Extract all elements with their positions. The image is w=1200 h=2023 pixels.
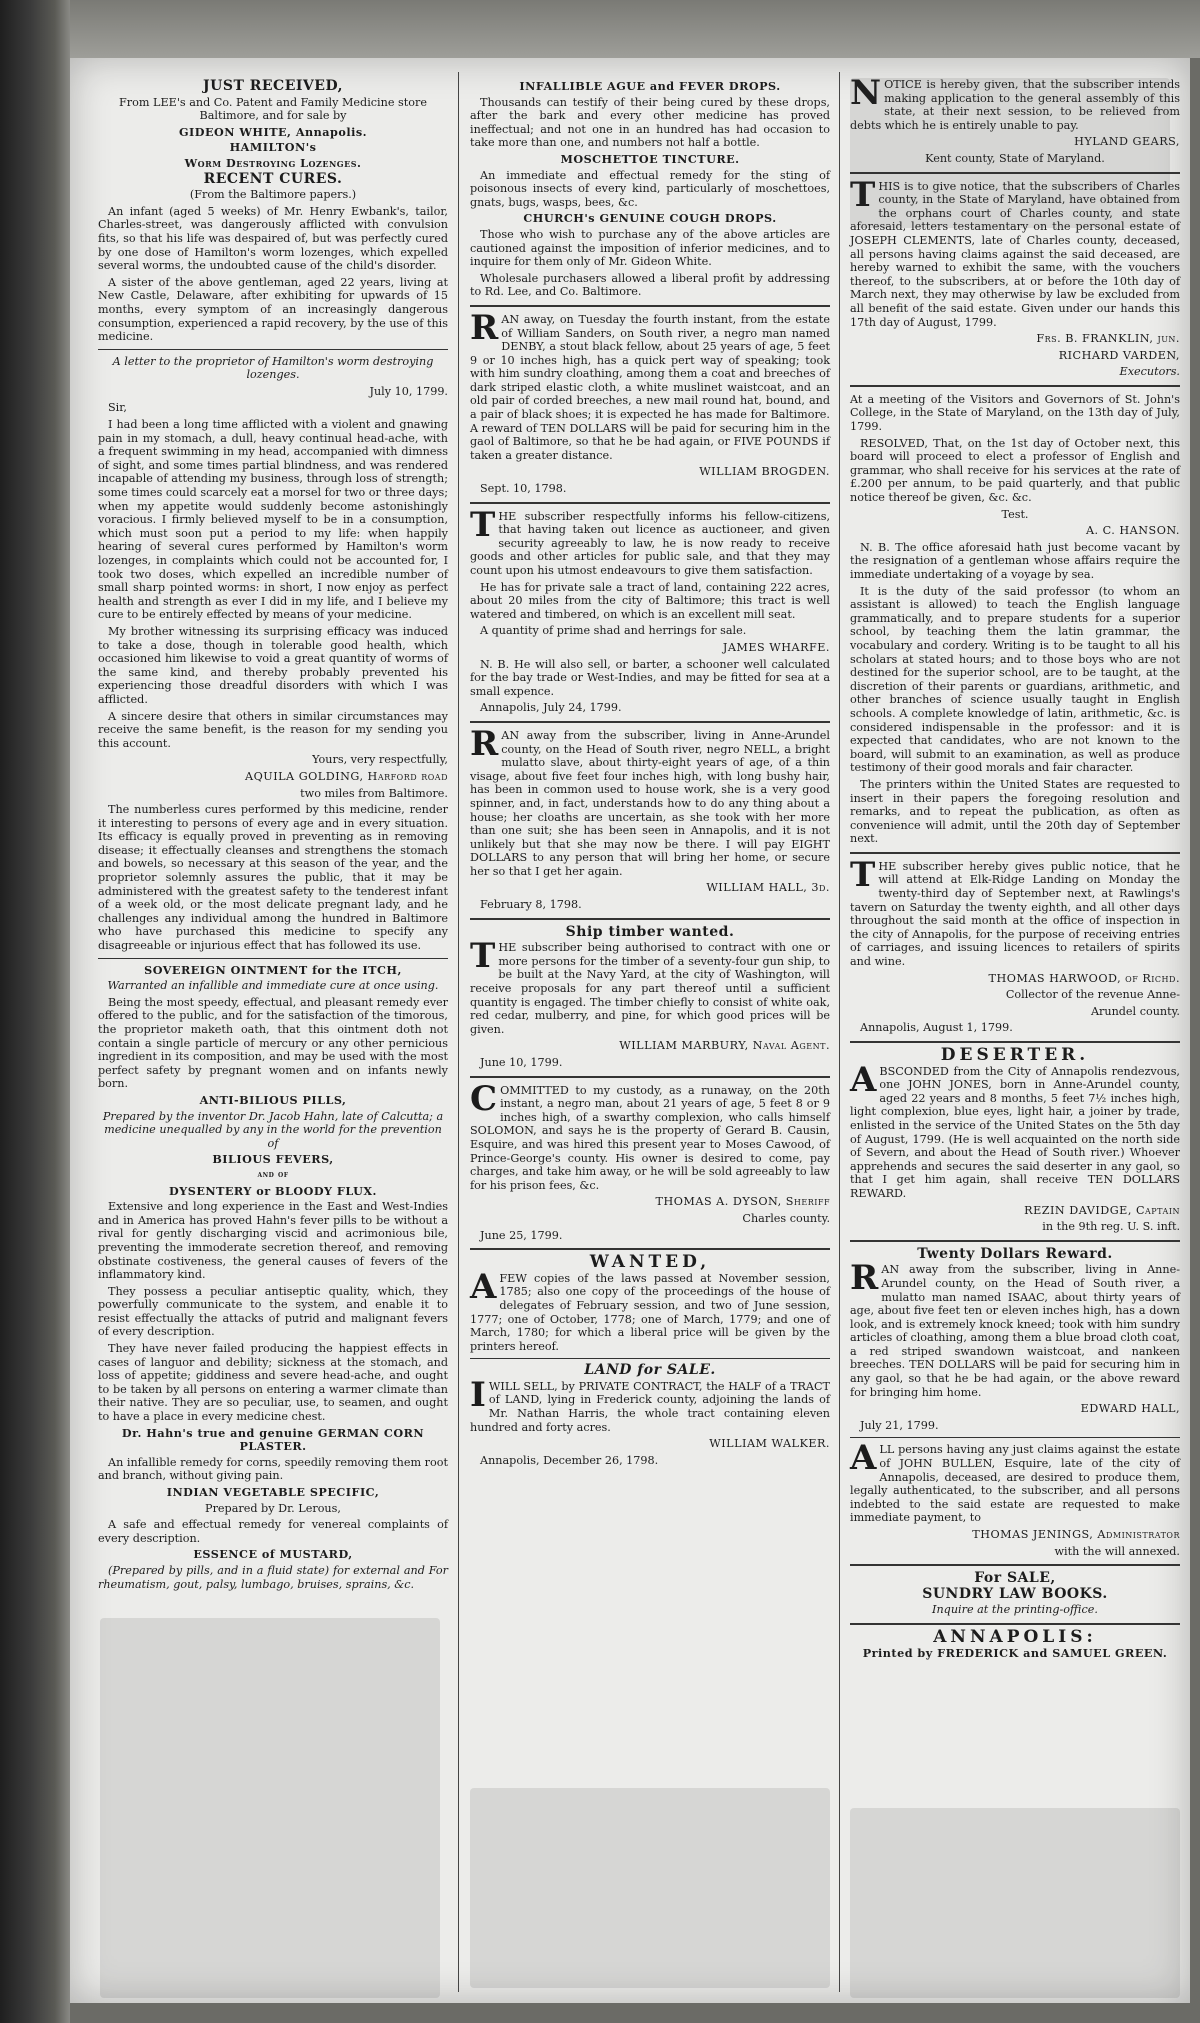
- column-1: [98, 78, 448, 1594]
- nell-signer: WILLIAM HALL, 3d.: [706, 881, 830, 895]
- timber-heading: Ship timber wanted.: [565, 923, 735, 940]
- antibilious-p2: They possess a peculiar antiseptic quality, which, they powerfully communicate to the system, and enable it to resist effectually the attacks of putrid and malignant fevers of every description.: [98, 1284, 448, 1339]
- column-rule-1: [458, 72, 459, 1992]
- divider: [850, 1623, 1180, 1625]
- timber-signer: WILLIAM MARBURY, Naval Agent.: [619, 1039, 830, 1053]
- denby-signer: WILLIAM BROGDEN.: [699, 465, 830, 479]
- mustard-p1: (Prepared by pills, and in a fluid state) for external and For rheumatism, gout, palsy, lumbago, bruises, sprains, &c.: [98, 1563, 448, 1591]
- divider: [470, 918, 830, 920]
- divider: [470, 1076, 830, 1078]
- notice1-signer-note: Kent county, State of Maryland.: [925, 151, 1105, 165]
- cough-p2: Wholesale purchasers allowed a liberal profit by addressing to Rd. Lee, and Co. Baltimore.: [470, 271, 830, 299]
- nell-date: February 8, 1798.: [480, 898, 582, 912]
- divider: [850, 1564, 1180, 1566]
- clements-p1: THIS is to give notice, that the subscribers of Charles county, in the State of Maryland, have obtained from the orphans court of Charles county, and state aforesaid, letters testamentary on the personal estate of JOSEPH CLEMENTS, late of Charles county, deceased, all persons having claims against the said deceased, are hereby warned to exhibit the same, with the vouchers thereof, to the subscribers, at or before the 10th day of March next, they may otherwise by law be excluded from all benefit of the said estate. Given under our hands this 17th day of August, 1799.: [850, 174, 1180, 329]
- divider: [470, 721, 830, 723]
- hamilton-source: (From the Baltimore papers.): [189, 188, 357, 202]
- denby-date: Sept. 10, 1798.: [480, 482, 567, 496]
- harwood-p1: THE subscriber hereby gives public notice, that he will attend at Elk-Ridge Landing on Monday the twenty-third day of September next, at Rawlings's tavern on Saturday the twenty eighth, and all other days throughout the said month at the office of inspection in the city of Annapolis, for the purpose of receiving entries of carriages, and issuing licences to retailers of spirits and wine.: [850, 854, 1180, 969]
- column-rule-2: [839, 72, 840, 1992]
- mustard-heading: ESSENCE of MUSTARD,: [193, 1547, 353, 1562]
- denby-p1: RAN away, on Tuesday the fourth instant, from the estate of William Sanders, on South river, a negro man named DENBY, a stout black fellow, about 25 years of age, 5 feet 9 or 10 inches high, has a quick pert way of speaking; took with him sundry cloathing, among them a coat and breeches of dark striped elastic cloth, a white muslinet waistcoat, and an old pair of corded breeches, a new mail round hat, bound, and a pair of black shoes; it is expected he has made for Baltimore. A reward of TEN DOLLARS will be paid for securing him in the gaol of Baltimore, so that he be had again, or FIVE POUNDS if taken a greater distance.: [470, 307, 830, 462]
- wanted-heading: WANTED,: [589, 1252, 711, 1273]
- solomon-p1: COMMITTED to my custody, as a runaway, on the 20th instant, a negro man, about 21 years of age, 5 feet 8 or 9 inches high, of a swarthy complexion, who calls himself SOLOMON, and says he is the property of Gerard B. Causin, Esquire, and was hired this present year to Moses Cawood, of Prince-George's county. His owner is desired to come, pay charges, and take him away, or he will be sold agreeably to law for his prison fees, &c.: [470, 1078, 830, 1192]
- divider: [98, 349, 448, 350]
- letter-p2: My brother witnessing its surprising efficacy was induced to take a dose, though in tolerable good health, which occasioned him likewise to void a great quantity of worms of the same kind, and thereby probably prevented his experiencing those dreadful disorders with which I was afflicted.: [98, 624, 448, 706]
- indian-p1: A safe and effectual remedy for venereal complaints of every description.: [98, 1518, 448, 1545]
- indian-heading: INDIAN VEGETABLE SPECIFIC,: [166, 1485, 380, 1499]
- scan-smudge: [100, 1618, 440, 1998]
- book-binding: [0, 0, 70, 2023]
- divider: [850, 1437, 1180, 1438]
- isaac-date: July 21, 1799.: [860, 1418, 939, 1432]
- solomon-date: June 25, 1799.: [480, 1228, 563, 1242]
- nell-p1: RAN away from the subscriber, living in Anne-Arundel county, on the Head of South river, negro NELL, a bright mulatto slave, about thirty-eight years of age, of a thin visage, about five feet four inches high, with long bushy hair, has been in common used to house work, she is a very good spinner, and, in fact, understands how to do any thing about a house; her cloaths are uncertain, as she took with her more than one suit; she has been seen in Annapolis, and it is not unlikely but that she may now be there. I will pay EIGHT DOLLARS to any person that will bring her home, or secure her so that I get her again.: [470, 723, 830, 878]
- ague-heading: INFALLIBLE AGUE and FEVER DROPS.: [519, 79, 781, 93]
- hamilton-p1: An infant (aged 5 weeks) of Mr. Henry Ewbank's, tailor, Charles-street, was dangerously afflicted with convulsion fits, so that his life was despaired of, but was perfectly cured by one dose of Hamilton's worm lozenges, which expelled several worms, the undoubted cause of the child's disorder.: [98, 204, 448, 273]
- cough-heading: CHURCH's GENUINE COUGH DROPS.: [523, 211, 777, 226]
- wharfe-signer: JAMES WHARFE.: [722, 640, 830, 654]
- deserter-signer-note: in the 9th reg. U. S. inft.: [1042, 1220, 1180, 1234]
- scan-smudge: [470, 1788, 830, 1988]
- column-3: [850, 73, 1180, 1662]
- wharfe-p3: A quantity of prime shad and herrings for sale.: [480, 624, 747, 638]
- clements-signer2: RICHARD VARDEN,: [1058, 348, 1180, 362]
- moschettoe-p1: An immediate and effectual remedy for the sting of poisonous insects of every kind, particularly of moschettoes, gnats, bugs, wasps, bees, &c.: [470, 168, 830, 209]
- college-p4: It is the duty of the said professor (to whom an assistant is allowed) to teach the English language grammatically, and to prepare students for a superior school, by teaching them the latin grammar, the vocabulary and cordery. Writing is to be taught to all his scholars at stated hours; and to those boys who are not destined for the superior school, are to be taught, at the discretion of their parents or guardians, arithmetic, and other branches of science usually taught in English schools. A complete knowledge of latin, arithmetic, &c. is considered indispensable in the professor: and it is expected that candidates, who are not known to the board, will submit to an examination, as well as produce testimony of their good morals and fair character.: [850, 584, 1180, 775]
- land-heading: LAND for SALE.: [584, 1362, 716, 1379]
- college-p2: RESOLVED, That, on the 1st day of October next, this board will proceed to elect a professor of English and grammar, who shall receive for his services at the rate of £.200 per annum, to be paid quarterly, and that public notice thereof be given, &c. &c.: [850, 436, 1180, 505]
- antibilious-p1: Extensive and long experience in the East and West-Indies and in America has proved Hahn's fever pills to be without a rival for gently discharging viscid and acrimonious bile, preventing the immoderate secretion thereof, and removing obstinate costiveness, the general causes of fevers of the inflammatory kind.: [98, 1200, 448, 1282]
- bullen-p1: ALL persons having any just claims against the estate of JOHN BULLEN, Esquire, late of the city of Annapolis, deceased, are desired to produce them, legally authenticated, to the subscriber, and all persons indebted to the said estate are requested to make immediate payment, to: [850, 1438, 1180, 1525]
- divider: [98, 958, 448, 959]
- scan-smudge: [850, 78, 1170, 228]
- wharfe-p4: N. B. He will also sell, or barter, a schooner well calculated for the bay trade or West-Indies, and may be fitted for sea at a small expence.: [470, 657, 830, 698]
- deserter-signer: REZIN DAVIDGE, Captain: [1024, 1203, 1180, 1217]
- antibilious-sub3: and of: [257, 1169, 289, 1180]
- isaac-p1: RAN away from the subscriber, living in Anne-Arundel county, on the Head of South river, a mulatto man named ISAAC, about thirty years of age, about five feet ten or eleven inches high, has a down look, and is extremely knock kneed; took with him sundry articles of cloathing, among them a blue broad cloth coat, a red striped swandown waistcoat, and nankeen breeches. TEN DOLLARS will be paid for securing him in any gaol, so that he be had again, or the above reward for bringing him home.: [850, 1258, 1180, 1399]
- divider: [470, 305, 830, 307]
- ointment-tagline: Warranted an infallible and immediate cure at once using.: [107, 979, 439, 993]
- ointment-p1: Being the most speedy, effectual, and pleasant remedy ever offered to the public, and for the satisfaction of the timorous, the proprietor maketh oath, that this ointment doth not contain a single particle of mercury or any other pernicious ingredient in its composition, and may be used with the most perfect safety by pregnant women and on infants newly born.: [98, 995, 448, 1091]
- wharfe-p1: THE subscriber respectfully informs his fellow-citizens, that having taken out licence as auctioneer, and given security agreeably to law, he is now ready to receive goods and other articles for public sale, and that they may count upon his utmost endeavours to give them satisfaction.: [470, 504, 830, 577]
- wanted-p1: AFEW copies of the laws passed at November session, 1785; also one copy of the proceedings of the house of delegates of February session, and two of June session, 1777; one of October, 1778; one of March, 1779; and one of March, 1780; for which a liberal price will be given by the printers hereof.: [470, 1266, 830, 1353]
- lawbooks-line2: SUNDRY LAW BOOKS.: [922, 1585, 1108, 1602]
- hamilton-product: Worm Destroying Lozenges.: [184, 155, 362, 170]
- college-test: Test.: [1001, 507, 1029, 521]
- harwood-date: Annapolis, August 1, 1799.: [860, 1021, 1013, 1035]
- college-p3: N. B. The office aforesaid hath just become vacant by the resignation of a gentleman whose affairs require the immediate undertaking of a voyage by sea.: [850, 540, 1180, 581]
- divider: [850, 1041, 1180, 1043]
- antibilious-heading: ANTI-BILIOUS PILLS,: [199, 1092, 347, 1107]
- bullen-signer: THOMAS JENINGS, Administrator: [972, 1528, 1180, 1541]
- bullen-signer-note: with the will annexed.: [1054, 1544, 1180, 1558]
- cough-p1: Those who wish to purchase any of the above articles are cautioned against the imposition of inferior medicines, and to inquire for them only of Mr. Gideon White.: [470, 227, 830, 269]
- hamilton-p2: A sister of the above gentleman, aged 22 years, living at New Castle, Delaware, after exhibiting for upwards of 15 months, every symptom of an increasingly dangerous consumption, experienced a rapid recovery, by the use of this medicine.: [98, 275, 448, 344]
- letter-p4: The numberless cures performed by this medicine, render it interesting to persons of every age and in every situation. Its efficacy is equally proved in preventing as in removing disease; it effectually cleanses and strengthens the stomach and bowels, so necessary at this season of the year, and the proprietor solemnly assures the public, that it may be administered with the greatest safety to the tenderest infant of a week old, or the most delicate pregnant lady, and he challenges any individual among the hundred in Baltimore who have purchased this medicine to specify any disagreeable or injurious effect that has followed its use.: [98, 803, 448, 953]
- college-p5: The printers within the United States are requested to insert in their papers the foregoing resolution and remarks, and to repeat the publication, as often as convenience will admit, until the 20th day of September next.: [850, 777, 1180, 846]
- hamilton-subhead: RECENT CURES.: [203, 170, 343, 187]
- college-signer: A. C. HANSON.: [1085, 524, 1180, 538]
- isaac-signer: EDWARD HALL,: [1080, 1402, 1180, 1416]
- letter-salutation: Sir,: [108, 401, 127, 415]
- hamilton-line1: From LEE's and Co. Patent and Family Medicine store Baltimore, and for sale by: [119, 95, 427, 123]
- divider: [850, 1240, 1180, 1242]
- harwood-note1: Collector of the revenue Anne-: [1005, 988, 1180, 1002]
- lawbooks-line3: Inquire at the printing-office.: [932, 1603, 1098, 1617]
- solomon-signer: THOMAS A. DYSON, Sheriff: [655, 1195, 830, 1209]
- divider: [470, 502, 830, 504]
- notice1-signer: HYLAND GEARS,: [1074, 135, 1180, 149]
- deserter-p1: ABSCONDED from the City of Annapolis rendezvous, one JOHN JONES, born in Anne-Arundel county, aged 22 years and 8 months, 5 feet 7½ inches high, light complexion, blue eyes, light hair, a joiner by trade, enlisted in the service of the United States on the 5th day of August, 1799. (He is well acquainted on the north side of Severn, and about the Head of South river.) Whoever apprehends and secures the said deserter in any gaol, so that I get him again, shall receive TEN DOLLARS REWARD.: [850, 1059, 1180, 1200]
- harwood-signer: THOMAS HARWOOD, of Richd.: [988, 971, 1180, 985]
- deserter-heading: DESERTER.: [940, 1045, 1090, 1065]
- imprint-printers: Printed by FREDERICK and SAMUEL GREEN.: [862, 1645, 1168, 1660]
- hamilton-seller: GIDEON WHITE, Annapolis.: [178, 124, 368, 139]
- divider: [850, 385, 1180, 387]
- timber-p1: THE subscriber being authorised to contract with one or more persons for the timber of a seventy-four gun ship, to be built at the Navy Yard, at the city of Washington, will receive proposals for any part thereof until a sufficient quantity is engaged. The timber chiefly to consist of white oak, red cedar, mulberry, and pine, for which good prices will be given.: [470, 936, 830, 1036]
- clements-role: Executors.: [1119, 365, 1180, 379]
- letter-p1: I had been a long time afflicted with a violent and gnawing pain in my stomach, a dull, heavy continual head-ache, with a frequent swimming in my head, accompanied with dimness of sight, and some times partial blindness, and was rendered incapable of attending my business, through loss of strength; some times could scarcely eat a morsel for two or three days; when my appetite would suddenly become astonishingly voracious. I firmly believed myself to be in a consumption, which must soon put a period to my life: when happily hearing of several cures performed by Hamilton's worm lozenges, in complaints which could not be accounted for, I took two doses, which expelled an incredible number of small sharp pointed worms: in short, I now enjoy as perfect health and strength as ever I did in my life, and I believe my cure to be entirely effected by means of your medicine.: [98, 418, 448, 622]
- scan-smudge: [850, 1808, 1180, 1998]
- ointment-heading: SOVEREIGN OINTMENT for the ITCH,: [144, 962, 402, 977]
- isaac-heading: Twenty Dollars Reward.: [917, 1245, 1113, 1262]
- moschettoe-heading: MOSCHETTOE TINCTURE.: [560, 151, 740, 166]
- wharfe-p2: He has for private sale a tract of land, containing 222 acres, about 20 miles from the city of Baltimore; this tract is well watered and timbered, on which is an excellent mill seat.: [470, 580, 830, 621]
- letter-signer: AQUILA GOLDING, Harford road: [245, 769, 448, 783]
- land-signer: WILLIAM WALKER.: [709, 1437, 830, 1451]
- corn-heading: Dr. Hahn's true and genuine GERMAN CORN PLASTER.: [121, 1425, 425, 1454]
- corn-p1: An infallible remedy for corns, speedily removing them root and branch, without giving pain.: [98, 1455, 448, 1483]
- land-date: Annapolis, December 26, 1798.: [480, 1453, 659, 1467]
- letter-title: A letter to the proprietor of Hamilton's worm destroying lozenges.: [112, 354, 434, 382]
- newspaper-page: [70, 58, 1190, 2003]
- hamilton-brand: HAMILTON's: [229, 140, 317, 155]
- page-top-edge: [70, 0, 1200, 58]
- letter-closing: Yours, very respectfully,: [312, 753, 448, 767]
- harwood-note2: Arundel county.: [1090, 1004, 1180, 1018]
- land-p1: IWILL SELL, by PRIVATE CONTRACT, the HALF of a TRACT of LAND, lying in Frederick county, adjoining the lands of Mr. Nathan Harris, the whole tract containing eleven hundred and forty acres.: [470, 1374, 830, 1434]
- hamilton-heading: JUST RECEIVED,: [203, 78, 343, 94]
- antibilious-sub4: DYSENTERY or BLOODY FLUX.: [169, 1183, 377, 1198]
- divider: [850, 852, 1180, 854]
- letter-signer-note: two miles from Baltimore.: [300, 786, 448, 800]
- indian-sub: Prepared by Dr. Lerous,: [205, 1501, 341, 1515]
- antibilious-p3: They have never failed producing the happiest effects in cases of languor and debility; sickness at the stomach, and loss of appetite; giddiness and severe head-ache, and ought to be taken by all persons on entering a warmer climate than their native. They are so peculiar, use, to seamen, and ought to have a place in every medicine chest.: [98, 1342, 448, 1424]
- notice1-p1: NOTICE is hereby given, that the subscriber intends making application to the general assembly of this state, at their next session, to be relieved from debts which he is entirely unable to pay.: [850, 73, 1180, 132]
- divider: [470, 1248, 830, 1250]
- letter-p3: A sincere desire that others in similar circumstances may receive the same benefit, is the reason for my sending you this account.: [98, 709, 448, 750]
- timber-date: June 10, 1799.: [480, 1056, 563, 1069]
- column-2: [470, 78, 830, 1470]
- antibilious-sub1: Prepared by the inventor Dr. Jacob Hahn, late of Calcutta; a medicine unequalled by any in the world for the prevention of: [102, 1109, 444, 1150]
- antibilious-sub2: BILIOUS FEVERS,: [212, 1152, 334, 1167]
- imprint-place: ANNAPOLIS:: [933, 1626, 1097, 1647]
- ague-p1: Thousands can testify of their being cured by these drops, after the bark and every other medicine has proved ineffectual; and not one in an hundred has had occasion to take more than one, and numbers not half a bottle.: [470, 95, 830, 150]
- clements-signer1: Frs. B. FRANKLIN, jun.: [1036, 332, 1180, 346]
- divider: [470, 1358, 830, 1359]
- college-p1: At a meeting of the Visitors and Governors of St. John's College, in the State of Maryland, on the 13th day of July, 1799.: [850, 392, 1180, 434]
- lawbooks-line1: For SALE,: [974, 1570, 1056, 1587]
- wharfe-date: Annapolis, July 24, 1799.: [480, 701, 622, 715]
- letter-date: July 10, 1799.: [369, 384, 448, 398]
- solomon-signer-note: Charles county.: [742, 1211, 830, 1225]
